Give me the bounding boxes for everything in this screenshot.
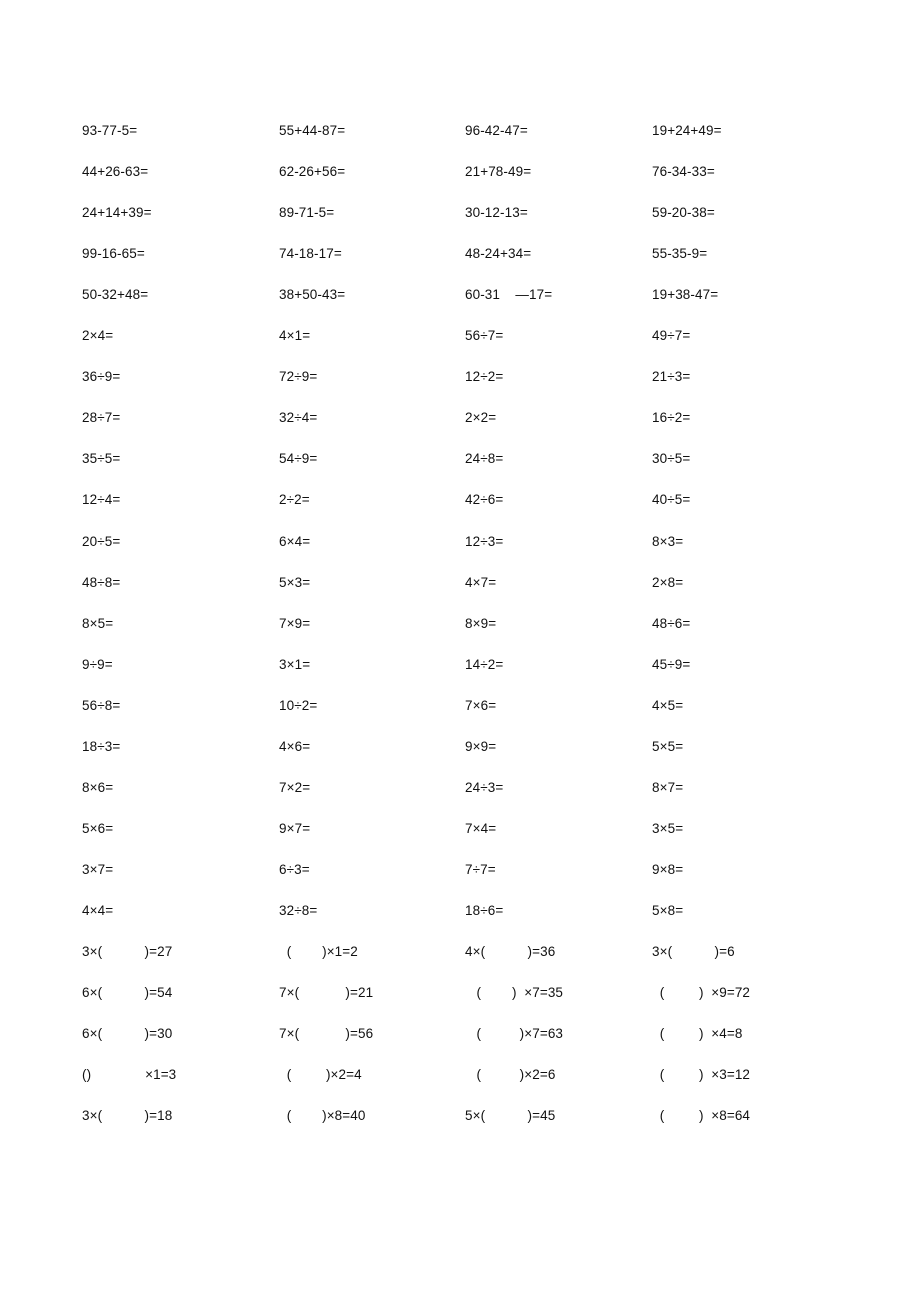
math-problem: 24÷3= — [465, 779, 504, 795]
problem-row — [0, 696, 920, 737]
math-problem: 10÷2= — [279, 697, 318, 713]
problem-row — [0, 737, 920, 778]
math-problem: 3×7= — [82, 861, 114, 877]
math-problem: ( ) ×7=35 — [465, 985, 564, 1001]
math-problem: 3×( )=27 — [82, 944, 173, 959]
math-problem: 14÷2= — [465, 656, 504, 672]
math-problem: 5×6= — [82, 820, 114, 836]
math-problem: 24+14+39= — [82, 205, 152, 221]
problem-row — [0, 203, 920, 244]
math-problem: 7×( )=56 — [279, 1026, 374, 1042]
math-problem: 7×( )=21 — [279, 985, 374, 1001]
math-problem: 7×9= — [279, 615, 311, 631]
math-problem: 9×8= — [652, 861, 684, 877]
math-problem: 19+24+49= — [652, 123, 722, 138]
math-problem: 48-24+34= — [465, 246, 532, 262]
math-problem: ( ) ×9=72 — [652, 985, 751, 1001]
problem-row — [0, 655, 920, 696]
math-problem: 4×6= — [279, 738, 311, 754]
math-problem: 36÷9= — [82, 369, 121, 385]
math-problem: 4×4= — [82, 902, 114, 918]
math-problem: 12÷3= — [465, 533, 504, 549]
math-problem: 21+78-49= — [465, 164, 532, 180]
math-problem: 9×9= — [465, 738, 497, 754]
problem-row — [0, 1024, 920, 1065]
math-problem: 2÷2= — [279, 492, 310, 508]
math-problem: 8×9= — [465, 615, 497, 631]
math-problem: 7×6= — [465, 697, 497, 713]
math-problem: 5×( )=45 — [465, 1108, 556, 1124]
math-problem: 12÷4= — [82, 492, 121, 508]
math-problem: ( ) ×8=64 — [652, 1108, 751, 1124]
math-problem: 2×4= — [82, 328, 114, 344]
math-problem: 6×( )=54 — [82, 985, 173, 1001]
math-problem: 32÷8= — [279, 902, 318, 918]
math-problem: 45÷9= — [652, 656, 691, 672]
math-problem: 9÷9= — [82, 656, 113, 672]
math-problem: 16÷2= — [652, 410, 691, 426]
problem-row — [0, 162, 920, 203]
math-problem: 3×5= — [652, 820, 684, 836]
math-problem: 9×7= — [279, 820, 311, 836]
math-problem: 4×1= — [279, 328, 311, 344]
problem-row — [0, 983, 920, 1024]
math-problem: 4×( )=36 — [465, 944, 556, 959]
math-problem: 56÷7= — [465, 328, 504, 344]
math-problem: 48÷8= — [82, 574, 121, 590]
math-problem: 18÷3= — [82, 738, 121, 754]
math-problem: 93-77-5= — [82, 123, 138, 138]
math-problem: 6÷3= — [279, 861, 310, 877]
math-problem: 59-20-38= — [652, 205, 715, 221]
math-problem: 30-12-13= — [465, 205, 528, 221]
problem-row — [0, 490, 920, 531]
math-problem: 8×6= — [82, 779, 114, 795]
math-problem: 54÷9= — [279, 451, 318, 467]
problem-row — [0, 1065, 920, 1106]
math-problem: 2×8= — [652, 574, 684, 590]
problem-row — [0, 244, 920, 285]
math-problem: 21÷3= — [652, 369, 691, 385]
math-problem: 42÷6= — [465, 492, 504, 508]
problem-row — [0, 449, 920, 490]
math-problem: ( )×8=40 — [279, 1108, 366, 1124]
math-problem: 8×3= — [652, 533, 684, 549]
math-problem: 49÷7= — [652, 328, 691, 344]
math-problem: 7÷7= — [465, 861, 496, 877]
problem-row — [0, 819, 920, 860]
math-problem: 12÷2= — [465, 369, 504, 385]
math-problem: ( )×2=4 — [279, 1067, 362, 1083]
math-problem: 55+44-87= — [279, 123, 346, 138]
math-problem: 4×5= — [652, 697, 684, 713]
math-problem: ( ) ×3=12 — [652, 1067, 751, 1083]
math-problem: 24÷8= — [465, 451, 504, 467]
math-problem: 7×4= — [465, 820, 497, 836]
math-problem: ( )×2=6 — [465, 1067, 556, 1083]
math-problem: 48÷6= — [652, 615, 691, 631]
problem-row — [0, 408, 920, 449]
problem-row — [0, 285, 920, 326]
math-problem: 8×5= — [82, 615, 114, 631]
math-problem: 44+26-63= — [82, 164, 149, 180]
math-problem: 4×7= — [465, 574, 497, 590]
math-problem: 3×( )=18 — [82, 1108, 173, 1124]
math-problem: 38+50-43= — [279, 287, 346, 303]
problem-row — [0, 614, 920, 655]
math-problem: 89-71-5= — [279, 205, 335, 221]
problem-row — [0, 942, 920, 983]
problem-row — [0, 573, 920, 614]
problem-row — [0, 121, 920, 162]
problem-row — [0, 1106, 920, 1147]
math-problem: 56÷8= — [82, 697, 121, 713]
math-problem: ( )×7=63 — [465, 1026, 564, 1042]
math-problem: 28÷7= — [82, 410, 121, 426]
problem-row — [0, 367, 920, 408]
math-problem: 20÷5= — [82, 533, 121, 549]
math-problem: 50-32+48= — [82, 287, 149, 303]
math-problem: 72÷9= — [279, 369, 318, 385]
math-problem: 18÷6= — [465, 902, 504, 918]
math-problem: () ×1=3 — [82, 1067, 177, 1083]
math-problem: 60-31 —17= — [465, 287, 553, 303]
math-problem: ( )×1=2 — [279, 944, 358, 959]
math-problem: 5×5= — [652, 738, 684, 754]
math-problem: 5×8= — [652, 902, 684, 918]
math-problem: 62-26+56= — [279, 164, 346, 180]
math-problem: 6×4= — [279, 533, 311, 549]
math-problem: 3×( )=6 — [652, 944, 735, 959]
math-problem: 76-34-33= — [652, 164, 715, 180]
math-problem: ( ) ×4=8 — [652, 1026, 743, 1042]
math-problem: 99-16-65= — [82, 246, 145, 262]
problem-row — [0, 860, 920, 901]
math-problem: 96-42-47= — [465, 123, 528, 138]
problem-row — [0, 532, 920, 573]
problem-row — [0, 778, 920, 819]
math-problem: 74-18-17= — [279, 246, 342, 262]
math-problem: 3×1= — [279, 656, 311, 672]
math-problem: 8×7= — [652, 779, 684, 795]
math-problem: 19+38-47= — [652, 287, 719, 303]
math-problem: 30÷5= — [652, 451, 691, 467]
math-problem: 35÷5= — [82, 451, 121, 467]
math-problem: 2×2= — [465, 410, 497, 426]
math-problem: 40÷5= — [652, 492, 691, 508]
problem-row — [0, 901, 920, 942]
math-problem: 7×2= — [279, 779, 311, 795]
math-problem: 6×( )=30 — [82, 1026, 173, 1042]
problem-row — [0, 326, 920, 367]
math-problem: 5×3= — [279, 574, 311, 590]
math-problem: 55-35-9= — [652, 246, 708, 262]
math-problem: 32÷4= — [279, 410, 318, 426]
